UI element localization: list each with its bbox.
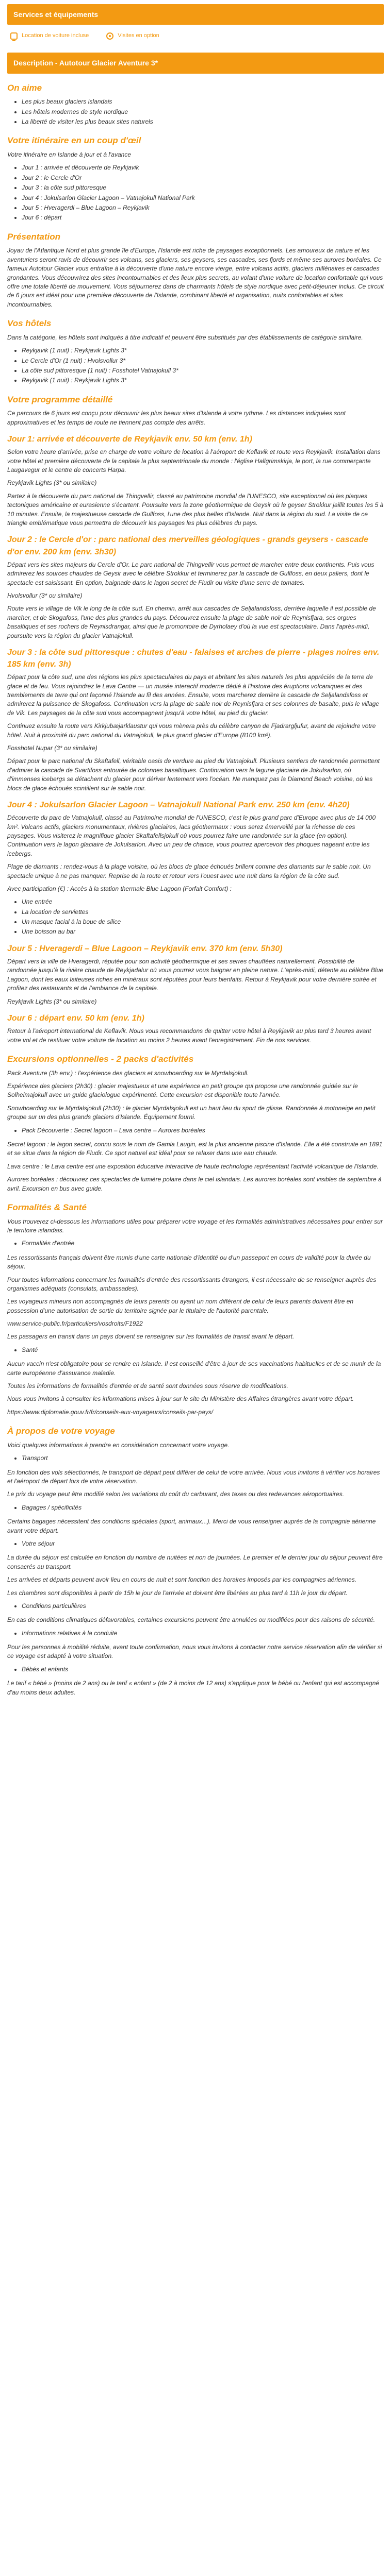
- section-heading: Jour 3 : la côte sud pittoresque : chutes d'eau - falaises et arches de pierre - plages noires env. 185 km (env. 3h): [7, 648, 380, 669]
- list-item: • Jour 2 : le Cercle d'Or: [22, 174, 384, 182]
- list-item: • Jour 3 : la côte sud pittoresque: [22, 183, 384, 192]
- list-item: • Conditions particulières: [22, 1602, 384, 1611]
- paragraph: Reykjavik Lights (3* ou similaire): [7, 479, 97, 487]
- paragraph: Aucun vaccin n'est obligatoire pour se rendre en Islande. Il est conseillé d'être à jour de ses vaccinations habituelles et de se munir de la carte européenne d'assurance maladie.: [7, 1360, 381, 1377]
- section-heading: Présentation: [7, 231, 60, 242]
- paragraph: Les chambres sont disponibles à partir de 15h le jour de l'arrivée et doivent être libérées au plus tard à 11h le jour du départ.: [7, 1589, 348, 1597]
- list-item: • Reykjavik (1 nuit) : Reykjavik Lights 3*: [22, 346, 384, 355]
- list-item: • Les plus beaux glaciers islandais: [22, 97, 384, 106]
- paragraph: Reykjavik Lights (3* ou similaire): [7, 997, 97, 1005]
- list-item: • Bébés et enfants: [22, 1665, 384, 1674]
- bullet-list: [7, 1602, 384, 1611]
- bullet-list: [7, 897, 384, 937]
- bullet-list: [7, 1629, 384, 1638]
- section-heading: Formalités & Santé: [7, 1202, 87, 1212]
- list-item: • Santé: [22, 1346, 384, 1354]
- description-content: [7, 82, 384, 1698]
- paragraph: Départ pour la côte sud, une des régions les plus spectaculaires du pays et abritant les sites naturels les plus appréciés de la terre de glace et de feu. Vous rejoindrez le Lava Centre — un musée interactif moderne dédié à l'histoire des éruptions volcaniques et des tremblements de terre qui ont façonné l'Islande au fil des années. Ensuite, vous marcherez derrière la cascade de Seljalandsfoss et admirerez la puissance de Skogafoss. Continuation vers la plage de sable noir de Reynisfjara et ses colonnes de basalte, puis le village de Vik. Les paysages de la côte sud vous accompagnent jusqu'à votre hôtel, au pied du glacier.: [7, 673, 380, 717]
- paragraph: Plage de diamants : rendez-vous à la plage voisine, où les blocs de glace échoués brillent comme des diamants sur le sable noir. Un spectacle unique à ne pas manquer. Reprise de la route et retour vers l'ouest avec une nuit dans la région de la côte sud.: [7, 863, 371, 879]
- bullet-list: [7, 1454, 384, 1463]
- paragraph: Les ressortissants français doivent être munis d'une carte nationale d'identité ou d'un passeport en cours de validité pour la durée du séjour.: [7, 1253, 371, 1270]
- list-item: • Bagages / spécificités: [22, 1503, 384, 1512]
- paragraph: Lava centre : le Lava centre est une exposition éducative interactive de haute technologie représentant l'activité volcanique de l'Islande.: [7, 1162, 379, 1170]
- list-item: • Votre séjour: [22, 1539, 384, 1548]
- paragraph: Nous vous invitons à consulter les informations mises à jour sur le site du Ministère des Affaires étrangères avant votre départ.: [7, 1395, 354, 1403]
- list-item: • Jour 5 : Hveragerdi – Blue Lagoon – Reykjavik: [22, 204, 384, 212]
- list-item: • Une boisson au bar: [22, 927, 384, 936]
- paragraph: Selon votre heure d'arrivée, prise en charge de votre voiture de location à l'aéroport de Keflavik et route vers Reykjavik. Installation dans votre hôtel et première découverte de la capitale la plus septentrionale du monde : l'église Hallgrimskirja, le port, la rue commerçante Laugavegur et le centre de concerts Harpa.: [7, 448, 381, 474]
- paragraph: Joyau de l'Atlantique Nord et plus grande île d'Europe, l'Islande est riche de paysages exceptionnels. Les amoureux de nature et les aventuriers seront ravis de découvrir ses volcans, ses glaciers, ses geysers, ses cascades, ses fjords et même ses aurores boréales. Ce fameux Autotour Glacier vous entraîne à la découverte d'une nature encore vierge, entre volcans actifs, glaciers millénaires et cascades grondantes. Vous découvrirez des sites incontournables et des lieux plus secrets, au volant d'une voiture de location confortable qui vous offre une totale liberté de mouvement. Vous séjournerez dans de charmants hôtels de style nordique avec petit-déjeuner inclus. Ce circuit de 6 jours est idéal pour une première découverte de l'Islande, combinant liberté et organisation, nuits confortables et sites incontournables.: [7, 247, 384, 308]
- paragraph: Le tarif « bébé » (moins de 2 ans) ou le tarif « enfant » (de 2 à moins de 12 ans) s'applique pour le bébé ou l'enfant qui est accompagné d'au moins deux adultes.: [7, 1680, 380, 1696]
- list-item: • Le Cercle d'Or (1 nuit) : Hvolsvollur 3*: [22, 357, 384, 365]
- bullet-list: [7, 1503, 384, 1512]
- section-heading: Jour 5 : Hveragerdi – Blue Lagoon – Reykjavik env. 370 km (env. 5h30): [7, 944, 283, 953]
- section-heading: Jour 6 : départ env. 50 km (env. 1h): [7, 1014, 144, 1023]
- section-heading: Votre programme détaillé: [7, 394, 113, 404]
- paragraph: Les voyageurs mineurs non accompagnés de leurs parents ou ayant un nom différent de celui de leurs parents doivent être en possession d'une autorisation de sortie du territoire signée par le titulaire de l'autorité parentale.: [7, 1298, 354, 1314]
- service-label: Visites en option: [118, 32, 159, 39]
- section-heading: Jour 2 : le Cercle d'or : parc national des merveilles géologiques - grands geysers - cascade d'or env. 200 km (env. 3h30): [7, 535, 369, 556]
- paragraph: En cas de conditions climatiques défavorables, certaines excursions peuvent être annulées ou modifiées pour des raisons de sécurité.: [7, 1616, 376, 1624]
- paragraph: Retour à l'aéroport international de Keflavik. Nous vous recommandons de quitter votre hôtel à Reykjavik au plus tard 3 heures avant votre vol et de restituer votre voiture de location au moins 2 heures avant l'enregistrement. Fin de nos services.: [7, 1027, 371, 1044]
- service-label: Location de voiture incluse: [22, 32, 89, 39]
- paragraph: Votre itinéraire en Islande à jour et à l'avance: [7, 150, 131, 158]
- list-item: • Reykjavik (1 nuit) : Reykjavik Lights 3*: [22, 376, 384, 385]
- paragraph: www.service-public.fr/particuliers/vosdroits/F1922: [7, 1320, 143, 1328]
- paragraph: Dans la catégorie, les hôtels sont indiqués à titre indicatif et peuvent être substitués par des établissements de catégorie similaire.: [7, 333, 363, 341]
- list-item: • La côte sud pittoresque (1 nuit) : Fosshotel Vatnajokull 3*: [22, 366, 384, 375]
- paragraph: https://www.diplomatie.gouv.fr/fr/conseils-aux-voyageurs/conseils-par-pays/: [7, 1408, 214, 1416]
- section-heading: Vos hôtels: [7, 318, 52, 329]
- bullet-list: [7, 97, 384, 126]
- paragraph: Vous trouverez ci-dessous les informations utiles pour préparer votre voyage et les formalités administratives nécessaires pour entrer sur le territoire islandais.: [7, 1217, 383, 1234]
- paragraph: En fonction des vols sélectionnés, le transport de départ peut différer de celui de votre arrivée. Nous vous invitons à vérifier vos horaires et l'aéroport de départ lors de votre réservation.: [7, 1468, 380, 1485]
- section-heading: Jour 4 : Jokulsarlon Glacier Lagoon – Vatnajokull National Park env. 250 km (env. 4h20): [7, 800, 350, 809]
- paragraph: Aurores boréales : découvrez ces spectacles de lumière polaire dans le ciel islandais. Les aurores boréales sont visibles de septembre à avril. Excursion en bus avec guide.: [7, 1176, 382, 1192]
- bullet-list: [7, 1665, 384, 1674]
- paragraph: Pack Aventure (3h env.) : l'expérience des glaciers et snowboarding sur le Myrdalsjokull.: [7, 1069, 249, 1077]
- paragraph: Départ vers la ville de Hveragerdi, réputée pour son activité géothermique et ses serres chauffées naturellement. Possibilité de randonnée jusqu'à la rivière chaude de Reykjadalur où vous pourrez vous baigner en pleine nature. L'après-midi, détente au célèbre Blue Lagoon, dont les eaux laiteuses riches en minéraux sont réputées pour leurs bienfaits. Retour à Reykjavik pour votre dernière soirée et profitez des restaurants et de l'ambiance de la capitale.: [7, 958, 384, 992]
- bullet-list: [7, 1126, 384, 1135]
- list-item: • Jour 4 : Jokulsarlon Glacier Lagoon – Vatnajokull National Park: [22, 194, 384, 202]
- paragraph: Les passagers en transit dans un pays doivent se renseigner sur les formalités de transit avant le départ.: [7, 1333, 295, 1341]
- section-heading: Excursions optionnelles - 2 packs d'activités: [7, 1054, 194, 1064]
- list-item: • Transport: [22, 1454, 384, 1463]
- paragraph: Fosshotel Nupar (3* ou similaire): [7, 744, 97, 752]
- paragraph: Pour toutes informations concernant les formalités d'entrée des ressortissants étrangers, il est nécessaire de se renseigner auprès des organismes adéquats (consulats, ambassades).: [7, 1276, 377, 1292]
- paragraph: Ce parcours de 6 jours est conçu pour découvrir les plus beaux sites d'Islande à votre rythme. Les distances indiquées sont approximatives et les temps de route ne tiennent pas compte des arrêts.: [7, 410, 346, 426]
- paragraph: Les arrivées et départs peuvent avoir lieu en cours de nuit et sont fonction des horaires imposés par les compagnies aériennes.: [7, 1576, 357, 1584]
- list-item: • La location de serviettes: [22, 908, 384, 917]
- service-visits: [106, 32, 159, 40]
- services-list: [7, 32, 384, 43]
- car-icon: [10, 32, 18, 40]
- paragraph: Secret lagoon : le lagon secret, connu sous le nom de Gamla Laugin, est la plus ancienne piscine d'Islande. Elle a été construite en 1891 et se situe dans la région de Fludir. Ce spot naturel est idéal pour se relaxer dans une eau chaude.: [7, 1140, 383, 1157]
- paragraph: Pour les personnes à mobilité réduite, avant toute confirmation, nous vous invitons à contacter notre service réservation afin de vérifier si ce voyage est adapté à votre situation.: [7, 1643, 382, 1660]
- paragraph: La durée du séjour est calculée en fonction du nombre de nuitées et non de journées. Le premier et le dernier jour du séjour peuvent être consacrés au transport.: [7, 1554, 383, 1570]
- paragraph: Expérience des glaciers (2h30) : glacier majestueux et une expérience en petit groupe qui propose une randonnée guidée sur le Solheimajokull avec un guide glaciologue expérimenté. Cette excursion est disponible toute l'année.: [7, 1082, 358, 1099]
- service-car-rental: [10, 32, 89, 40]
- bullet-list: [7, 346, 384, 385]
- list-item: • Les hôtels modernes de style nordique: [22, 108, 384, 116]
- list-item: • Formalités d'entrée: [22, 1239, 384, 1248]
- bullet-list: [7, 163, 384, 222]
- bullet-list: [7, 1346, 384, 1354]
- paragraph: Hvolsvollur (3* ou similaire): [7, 591, 83, 599]
- paragraph: Voici quelques informations à prendre en considération concernant votre voyage.: [7, 1441, 230, 1449]
- section-heading: À propos de votre voyage: [7, 1426, 115, 1436]
- paragraph: Certains bagages nécessitent des conditions spéciales (sport, animaux...). Merci de vous renseigner auprès de la compagnie aérienne avant votre départ.: [7, 1518, 376, 1534]
- paragraph: Continuez ensuite la route vers Kirkjubæjarklaustur qui vous mènera près du célèbre canyon de Fjadrargljufur, avant de rejoindre votre hôtel. Nuit à proximité du parc national du Vatnajokull, le plus grand glacier d'Europe (8100 km²).: [7, 722, 376, 739]
- description-header: Description - Autotour Glacier Aventure 3*: [7, 53, 384, 73]
- paragraph: Avec participation (€) : Accès à la station thermale Blue Lagoon (Forfait Comfort) :: [7, 885, 232, 892]
- paragraph: Le prix du voyage peut être modifié selon les variations du coût du carburant, des taxes ou des redevances aéroportuaires.: [7, 1490, 345, 1498]
- eye-icon: [106, 32, 113, 40]
- list-item: • Informations relatives à la conduite: [22, 1629, 384, 1638]
- list-item: • Pack Découverte : Secret lagoon – Lava centre – Aurores boréales: [22, 1126, 384, 1135]
- services-header: Services et équipements: [7, 4, 384, 25]
- paragraph: Découverte du parc de Vatnajokull, classé au Patrimoine mondial de l'UNESCO, c'est le plus grand parc d'Europe avec plus de 14 000 km². Volcans actifs, glaciers monumentaux, rivières glaciaires, lacs géothermaux : vous serez émerveillé par la richesse de ces paysages. Vous visiterez le magnifique glacier Skaftafellsjokull où vous pourrez faire une randonnée sur la glace (en option). Continuation vers le lagon glaciaire de Jokulsarlon. Avec un peu de chance, vous pourrez apercevoir des phoques nageant entre les icebergs.: [7, 814, 376, 857]
- bullet-list: [7, 1539, 384, 1548]
- list-item: • Un masque facial à la boue de silice: [22, 918, 384, 926]
- section-heading: Votre itinéraire en un coup d'œil: [7, 135, 141, 146]
- bullet-list: [7, 1239, 384, 1248]
- paragraph: Toutes les informations de formalités d'entrée et de santé sont données sous réserve de modifications.: [7, 1382, 288, 1390]
- list-item: • Une entrée: [22, 897, 384, 906]
- section-heading: Jour 1: arrivée et découverte de Reykjavik env. 50 km (env. 1h): [7, 435, 252, 444]
- list-item: • La liberté de visiter les plus beaux sites naturels: [22, 117, 384, 126]
- paragraph: Départ vers les sites majeurs du Cercle d'Or. Le parc national de Thingvellir vous permet de marcher entre deux continents. Puis vous admirerez les sources chaudes de Geysir avec le célèbre Strokkur et terminerez par la cascade de Gullfoss, en deux paliers, dont le spectacle est saisissant. En option, baignade dans le lagon secret de Fludir ou visite d'une serre de tomates.: [7, 561, 374, 586]
- paragraph: Snowboarding sur le Myrdalsjokull (2h30) : le glacier Myrdalsjokull est un haut lieu du sport de glisse. Randonnée à motoneige en petit groupe sur un des plus grands glaciers d'Islande. Équipement fourni.: [7, 1104, 376, 1121]
- paragraph: Départ pour le parc national du Skaftafell, véritable oasis de verdure au pied du Vatnajokull. Plusieurs sentiers de randonnée permettent d'admirer la cascade de Svartifoss entourée de colonnes basaltiques. Continuation vers la lagune glaciaire de Jokulsarlon, où d'immenses icebergs se détachent du glacier pour dériver lentement vers l'océan. Ne manquez pas la Diamond Beach voisine, où les blocs de glace échoués scintillent sur le sable noir.: [7, 757, 380, 792]
- section-heading: On aime: [7, 82, 42, 93]
- list-item: • Jour 1 : arrivée et découverte de Reykjavik: [22, 163, 384, 172]
- paragraph: Partez à la découverte du parc national de Thingvellir, classé au patrimoine mondial de l'UNESCO, site exceptionnel où les plaques tectoniques américaine et eurasienne s'écartent. Poursuite vers la zone géothermique de Geysir où le geyser Strokkur jaillit toutes les 5 à 10 minutes. Ensuite, la majestueuse cascade de Gullfoss, l'une des plus belles d'Islande. Nuit dans la région du sud. La visite de ce triangle emblématique vous permettra de découvrir les paysages les plus célèbres du pays.: [7, 492, 384, 527]
- list-item: • Jour 6 : départ: [22, 213, 384, 222]
- paragraph: Route vers le village de Vik le long de la côte sud. En chemin, arrêt aux cascades de Seljalandsfoss, derrière laquelle il est possible de marcher, et de Skogafoss, l'une des plus grandes du pays. Découvrez ensuite la plage de sable noir de Reynisfjara, ses orgues basaltiques et ses rochers de Reynisdrangar, ainsi que le promontoire de Dyrholaey d'où la vue est spectaculaire. Dans l'après-midi, poursuite vers la région du glacier Vatnajokull.: [7, 605, 376, 639]
